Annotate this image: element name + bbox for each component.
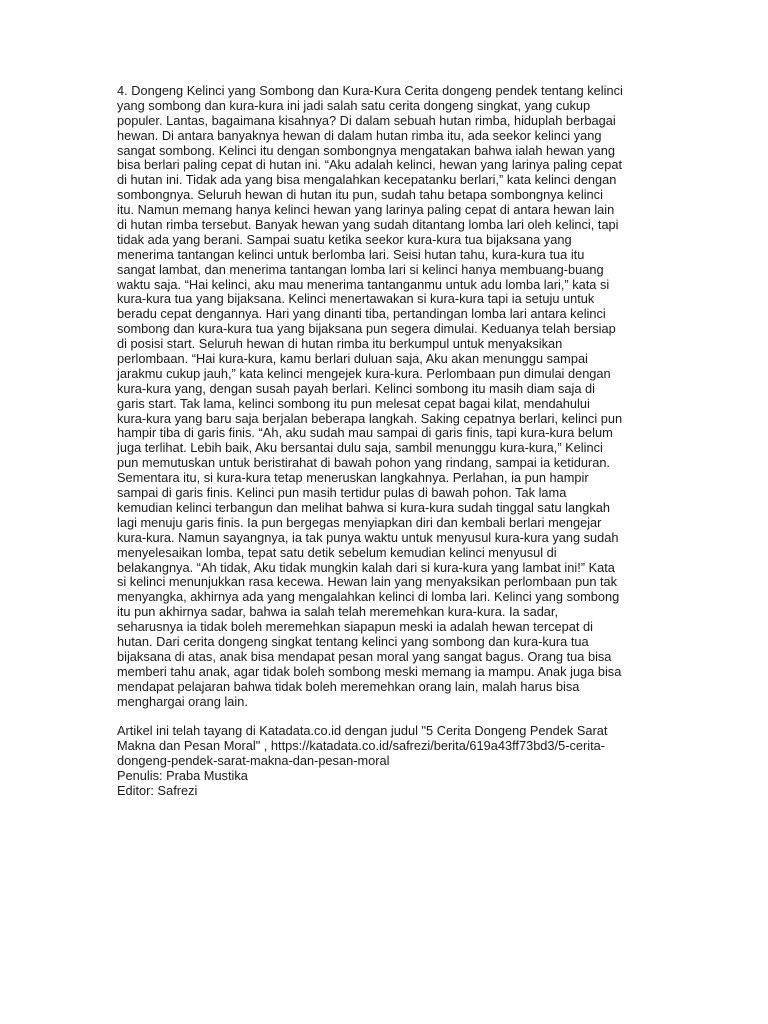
text-line: menyelesaikan lomba, tepat satu detik sebelum kemudian kelinci menyusul di <box>117 544 557 560</box>
text-line: kura-kura tua yang bijaksana. Kelinci menertawakan si kura-kura tapi ia setuju untuk <box>117 291 595 307</box>
text-line: itu. Namun memang hanya kelinci hewan yang larinya paling cepat di antara hewan lain <box>117 202 615 218</box>
text-line: populer. Lantas, bagaimana kisahnya? Di dalam sebuah hutan rimba, hiduplah berbagai <box>117 112 616 128</box>
text-line: tidak ada yang berani. Sampai suatu ketika seekor kura-kura tua bijaksana yang <box>117 231 572 247</box>
text-line: seharusnya ia tidak boleh meremehkan siapapun meski ia adalah hewan tercepat di <box>117 619 593 635</box>
text-line: kura-kura. Namun sayangnya, ia tak punya waktu untuk menyusul kura-kura yang sudah <box>117 529 619 545</box>
text-line: bijaksana di atas, anak bisa mendapat pesan moral yang sangat bagus. Orang tua bisa <box>117 648 612 664</box>
story-paragraph <box>117 84 657 709</box>
text-line: menyangka, akhirnya ada yang mengalahkan kelinci di lomba lari. Kelinci yang sombong <box>117 589 620 605</box>
text-line: sampai di garis finis. Kelinci pun masih tertidur pulas di bawah pohon. Tak lama <box>117 485 567 501</box>
text-line: sangat sombong. Kelinci itu dengan sombongnya mengatakan bahwa ialah hewan yang <box>117 142 616 158</box>
text-line: jarakmu cukup jauh,” kata kelinci mengejek kura-kura. Perlombaan pun dimulai dengan <box>117 365 611 381</box>
attribution-line: dongeng-pendek-sarat-makna-dan-pesan-moral <box>117 753 390 769</box>
text-line: sangat lambat, dan menerima tantangan lomba lari si kelinci hanya membuang-buang <box>117 261 604 277</box>
text-line: kura-kura yang, dengan susah payah berlari. Kelinci sombong itu masih diam saja di <box>117 380 596 396</box>
text-line: pun memutuskan untuk beristirahat di bawah pohon yang rindang, sampai ia ketiduran. <box>117 455 610 471</box>
text-line: waktu saja. “Hai kelinci, aku mau menerima tantanganmu untuk adu lomba lari,” kata si <box>117 276 610 292</box>
text-line: kura-kura yang baru saja berjalan beberapa langkah. Saking cepatnya berlari, kelinci pun <box>117 410 623 426</box>
text-line: garis start. Tak lama, kelinci sombong itu pun melesat cepat bagai kilat, mendahului <box>117 395 590 411</box>
text-line: perlombaan. “Hai kura-kura, kamu berlari duluan saja, Aku akan menunggu sampai <box>117 351 588 367</box>
attribution-line: Makna dan Pesan Moral" , https://katadata.co.id/safrezi/berita/619a43ff73bd3/5-cerita- <box>117 738 606 754</box>
author-line: Penulis: Praba Mustika <box>117 767 248 783</box>
text-line: hutan. Dari cerita dongeng singkat tentang kelinci yang sombong dan kura-kura tua <box>117 633 589 649</box>
text-line: memberi tahu anak, agar tidak boleh sombong meski memang ia mampu. Anak juga bisa <box>117 663 622 679</box>
text-line: sombongnya. Seluruh hewan di hutan itu pun, sudah tahu betapa sombongnya kelinci <box>117 187 603 203</box>
text-line: menghargai orang lain. <box>117 693 248 709</box>
text-line: di posisi start. Seluruh hewan di hutan rimba itu berkumpul untuk menyaksikan <box>117 336 563 352</box>
attribution-paragraph <box>117 724 657 798</box>
text-line: kemudian kelinci terbangun dan melihat bahwa si kura-kura sudah tinggal satu langkah <box>117 499 610 515</box>
text-line: si kelinci menunjukkan rasa kecewa. Hewan lain yang menyaksikan perlombaan pun tak <box>117 574 618 590</box>
attribution-line: Artikel ini telah tayang di Katadata.co.id dengan judul "5 Cerita Dongeng Pendek Sarat <box>117 723 608 739</box>
text-line: mendapat pelajaran bahwa tidak boleh meremehkan orang lain, malah harus bisa <box>117 678 580 694</box>
text-line: di hutan rimba tersebut. Banyak hewan yang sudah ditantang lomba lari oleh kelinci, tapi <box>117 217 619 233</box>
text-line: menerima tantangan kelinci untuk berlomba lari. Seisi hutan tahu, kura-kura tua itu <box>117 246 585 262</box>
text-line: Sementara itu, si kura-kura tetap meneruskan langkahnya. Perlahan, ia pun hampir <box>117 470 589 486</box>
text-line: hampir tiba di garis finis. “Ah, aku sudah mau sampai di garis finis, tapi kura-kura belum <box>117 425 613 441</box>
text-line: sombong dan kura-kura tua yang bijaksana pun segera dimulai. Keduanya telah bersiap <box>117 321 616 337</box>
text-line: belakangnya. “Ah tidak, Aku tidak mungkin kalah dari si kura-kura yang lambat ini!” Kata <box>117 559 615 575</box>
document-body <box>117 84 657 799</box>
text-line: beradu cepat dengannya. Hari yang dinanti tiba, pertandingan lomba lari antara kelinci <box>117 306 606 322</box>
text-line: yang sombong dan kura-kura ini jadi salah satu cerita dongeng singkat, yang cukup <box>117 97 591 113</box>
text-line: itu pun akhirnya sadar, bahwa ia salah telah meremehkan kura-kura. Ia sadar, <box>117 604 559 620</box>
text-line: 4. Dongeng Kelinci yang Sombong dan Kura-Kura Cerita dongeng pendek tentang kelinci <box>117 83 623 98</box>
paragraph-gap <box>117 709 657 724</box>
text-line: bisa berlari paling cepat di hutan ini. “Aku adalah kelinci, hewan yang larinya paling cepat <box>117 157 623 173</box>
text-line: hewan. Di antara banyaknya hewan di dalam hutan rimba itu, ada seekor kelinci yang <box>117 127 602 143</box>
text-line: di hutan ini. Tidak ada yang bisa mengalahkan kecepatanku berlari,” kata kelinci dengan <box>117 172 617 188</box>
text-line: lagi menuju garis finis. Ia pun bergegas menyiapkan diri dan kembali berlari mengejar <box>117 514 602 530</box>
text-line: juga terlihat. Lebih baik, Aku bersantai dulu saja, sambil menunggu kura-kura,” Kelinci <box>117 440 603 456</box>
editor-line: Editor: Safrezi <box>117 782 198 798</box>
